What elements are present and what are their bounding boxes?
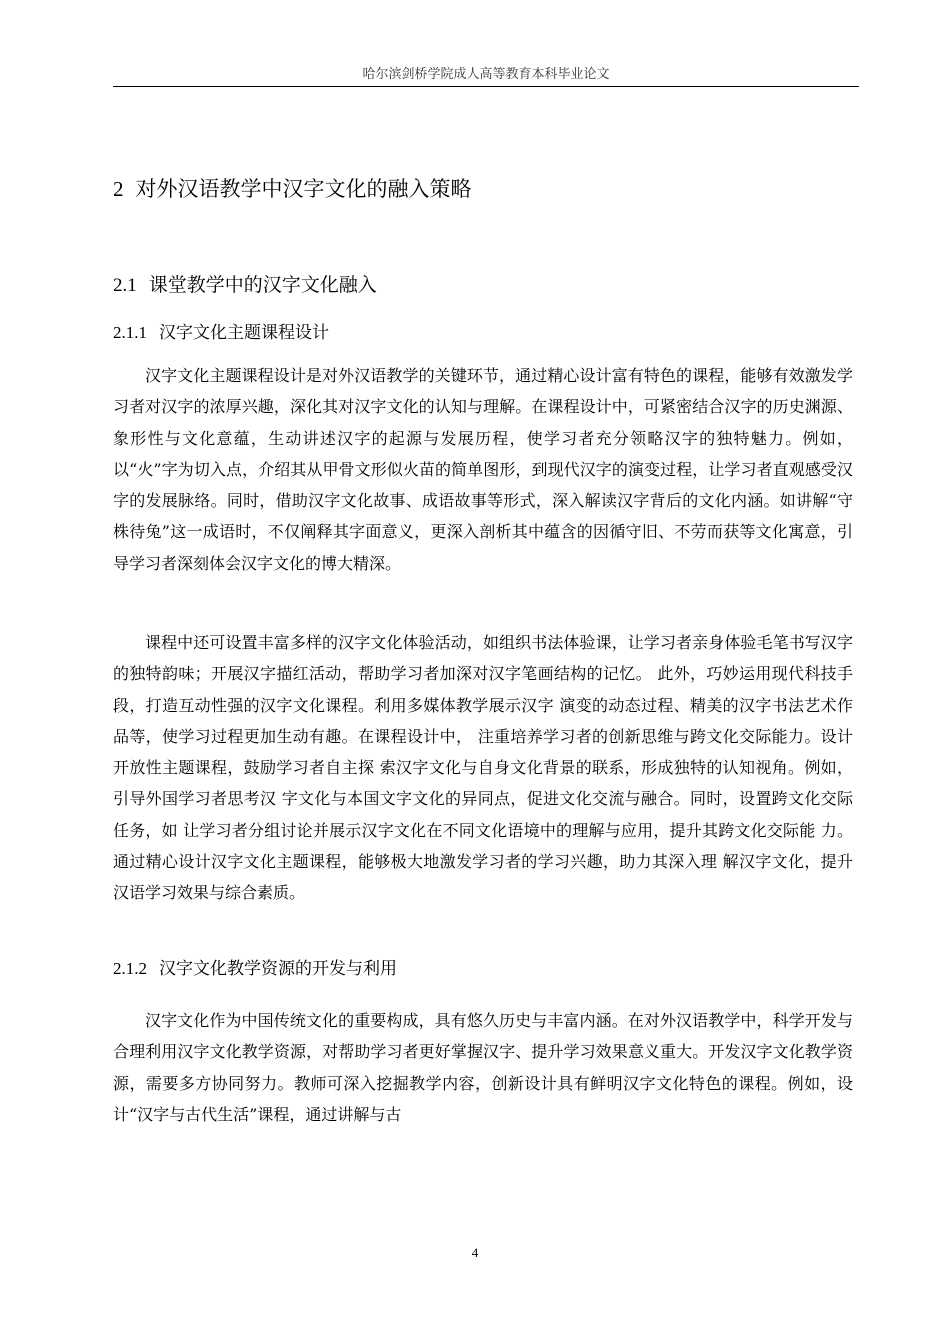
subsubsection-title-1: 汉字文化主题课程设计 xyxy=(159,323,329,343)
subsection-heading xyxy=(113,269,377,302)
section-title: 对外汉语教学中汉字文化的融入策略 xyxy=(135,177,472,201)
subsection-number: 2.1 xyxy=(113,275,137,296)
subsubsection-number-2: 2.1.2 xyxy=(113,959,147,978)
subsubsection-heading-2 xyxy=(113,954,397,984)
subsubsection-number-1: 2.1.1 xyxy=(113,323,147,342)
subsubsection-heading-1 xyxy=(113,318,329,348)
section-number: 2 xyxy=(113,177,124,201)
subsection-title: 课堂教学中的汉字文化融入 xyxy=(148,274,377,296)
body-paragraph: 汉字文化作为中国传统文化的重要构成，具有悠久历史与丰富内涵。在对外汉语教学中，科学开发与合理利用汉字文化教学资源，对帮助学习者更好掌握汉字、提升学习效果意义重大。开发汉字文化教学资源，需要多方协同努力。教师可深入挖掘教学内容，创新设计具有鲜明汉字文化特色的课程。例如，设计“汉字与古代生活”课程，通过讲解与古 xyxy=(113,1011,853,1124)
body-paragraph: 课程中还可设置丰富多样的汉字文化体验活动，如组织书法体验课，让学习者亲身体验毛笔书写汉字的独特韵味；开展汉字描红活动，帮助学习者加深对汉字笔画结构的记忆。 此外，巧妙运用现代科技手段，打造互动性强的汉字文化课程。利用多媒体教学展示汉字 演变的动态过程、精美的汉字书法艺术作品等，使学习过程更加生动有趣。在课程设计中， 注重培养学习者的创新思维与跨文化交际能力。设计开放性主题课程，鼓励学习者自主探 索汉字文化与自身文化背景的联系，形成独特的认知视角。例如，引导外国学习者思考汉 字文化与本国文字文化的异同点，促进文化交流与融合。同时，设置跨文化交际任务，如 让学习者分组讨论并展示汉字文化在不同文化语境中的理解与应用，提升其跨文化交际能 力。通过精心设计汉字文化主题课程，能够极大地激发学习者的学习兴趣，助力其深入理 解汉字文化，提升汉语学习效果与综合素质。 xyxy=(113,633,853,903)
running-header: 哈尔滨剑桥学院成人高等教育本科毕业论文 xyxy=(362,67,610,82)
body-paragraph: 汉字文化主题课程设计是对外汉语教学的关键环节，通过精心设计富有特色的课程，能够有效激发学习者对汉字的浓厚兴趣，深化其对汉字文化的认知与理解。在课程设计中，可紧密结合汉字的历史渊源、象形性与文化意蕴，生动讲述汉字的起源与发展历程，使学习者充分领略汉字的独特魅力。例如，以“火”字为切入点，介绍其从甲骨文形似火苗的简单图形，到现代汉字的演变过程，让学习者直观感受汉字的发展脉络。同时，借助汉字文化故事、成语故事等形式，深入解读汉字背后的文化内涵。如讲解“守株待兔”这一成语时，不仅阐释其字面意义，更深入剖析其中蕴含的因循守旧、不劳而获等文化寓意，引导学习者深刻体会汉字文化的博大精深。 xyxy=(113,366,853,573)
header-divider xyxy=(113,86,859,87)
page-number: 4 xyxy=(471,1245,479,1260)
subsubsection-title-2: 汉字文化教学资源的开发与利用 xyxy=(159,959,397,979)
section-heading xyxy=(113,172,472,206)
